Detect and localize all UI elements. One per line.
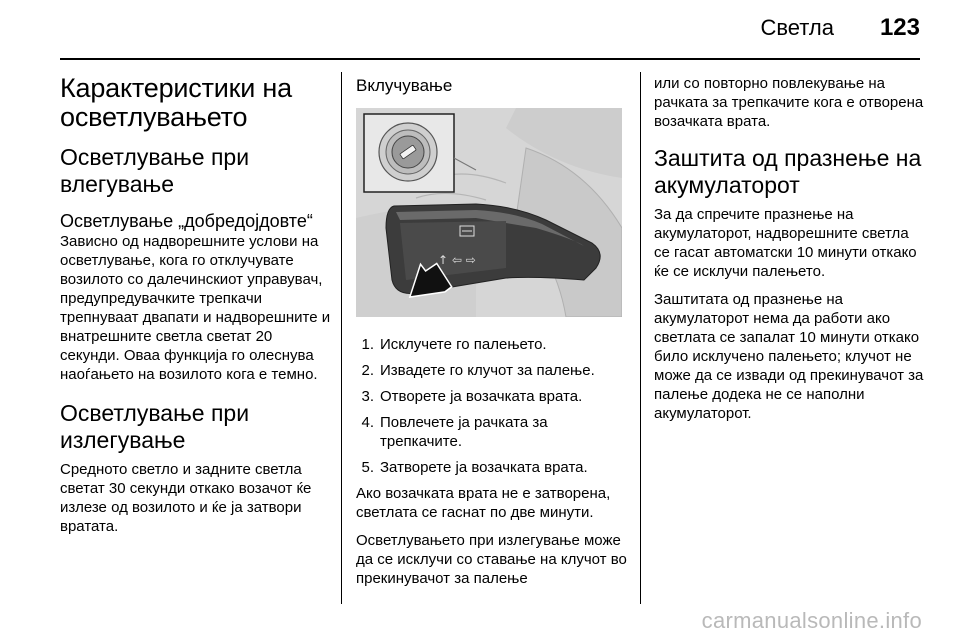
subheading-exit-lighting: Осветлување при излегување [60,400,250,453]
list-item: 5. Затворете ја возачката врата. [361,459,588,476]
section-title: Светла [760,15,834,40]
heading-battery-protection: Заштита од празнење на акумулаторот [654,145,922,198]
column-3 [654,74,924,423]
column-1 [60,74,332,536]
paragraph-door-open-timeout: Ако возачката врата не е затворена, светлата се гаснат по две минути. [356,485,611,521]
page-number: 123 [879,14,920,41]
turn-signal-lever-illustration [356,108,622,317]
paragraph-welcome-lighting: Зависно од надворешните услови на осветлување, кога го отклучувате возилото со далечинскиот управувач, предупредувачките трепкачи трепнуваат двапати и надворешните и внатрешните светла светат 20 секунди. Оваа функција го олеснува наоѓањето на возилото кога е темно. [60,233,331,383]
column-divider-1 [341,72,342,604]
activation-steps-list [356,335,632,477]
subheading-entry-lighting: Осветлување при влегување [60,144,250,197]
main-heading: Карактеристики на осветлувањето [60,73,292,132]
paragraph-exit-lighting: Средното светло и задните светла светат 30 секунди откако возачот ќе излезе од возилото и ќе ја затвори вратата. [60,461,312,535]
list-item: 1. Исклучете го палењето. [361,336,547,353]
page-header [760,14,920,50]
subsubheading-welcome-lighting: Осветлување „добредојдовте“ [60,211,313,231]
list-item: 2. Извадете го клучот за палење. [361,362,595,379]
paragraph-battery-protection-exception: Заштитата од празнење на акумулаторот нема да работи ако светлата се запалат 10 минути откако било исклучено палењето; клучот не може да се извади од прекинувачот за палење додека не се наполни акумулаторот. [654,291,924,422]
paragraph-deactivation: Осветлувањето при излегување може да се исклучи со ставање на клучот во прекинувачот за палење [356,532,627,587]
paragraph-battery-protection: За да спречите празнење на акумулаторот, надворешните светла се гасат автоматски 10 минути откако ќе се исклучи палењето. [654,206,917,280]
header-rule [60,58,920,60]
activation-title: Вклучување [356,76,453,95]
watermark: carmanualsonline.info [701,608,922,633]
svg-text:↑ ⇦ ⇨: ↑ ⇦ ⇨ [438,253,476,267]
column-divider-2 [640,72,641,604]
list-item: 3. Отворете ја возачката врата. [361,388,583,405]
paragraph-deactivation-continued: или со повторно повлекување на рачката за трепкачите кога е отворена возачката врата. [654,75,924,130]
column-2 [356,74,632,588]
list-item: 4. Повлечете ја рачката за трепкачите. [361,414,548,450]
